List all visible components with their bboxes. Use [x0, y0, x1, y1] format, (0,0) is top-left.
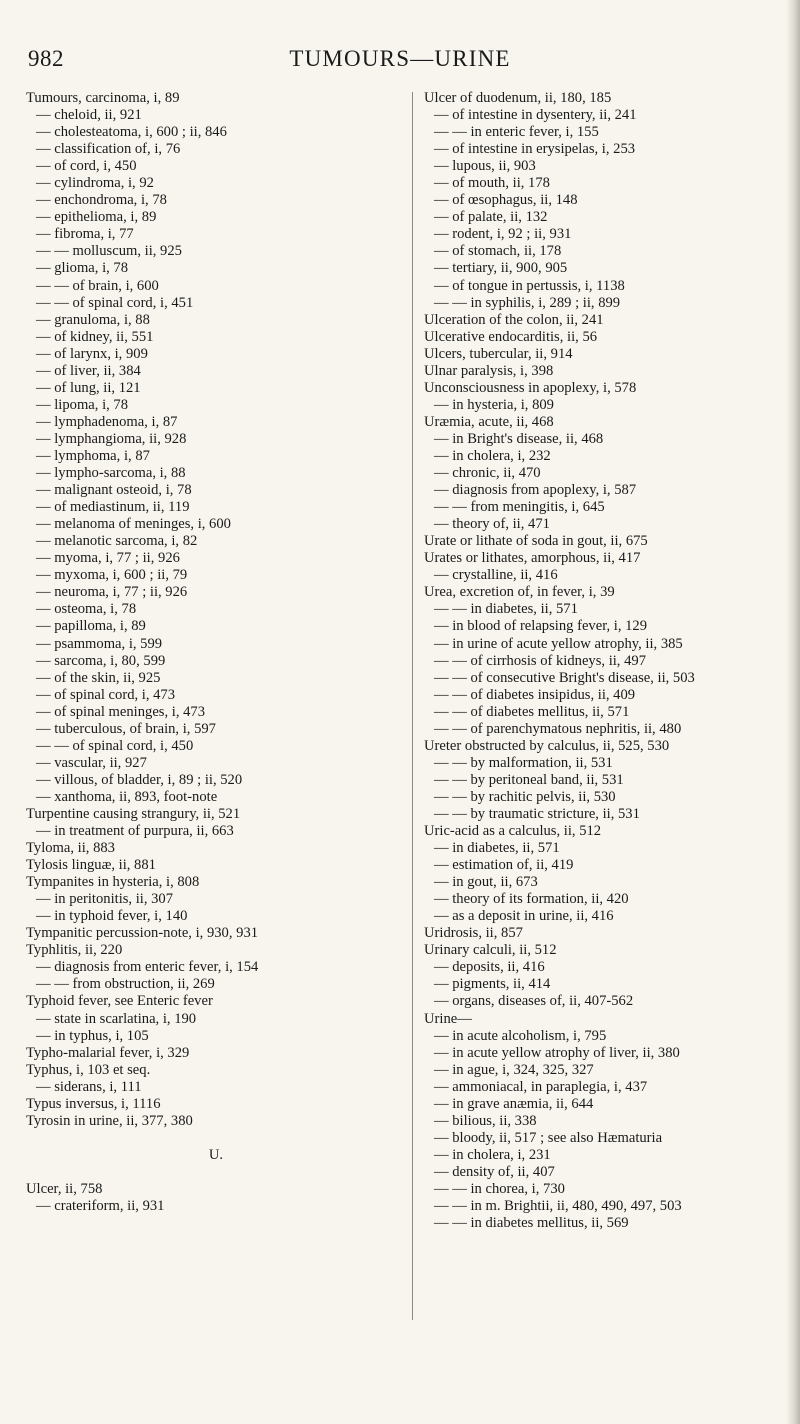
index-subentry: — lymphoma, i, 87 — [36, 447, 150, 464]
index-subentry: — as a deposit in urine, ii, 416 — [434, 908, 614, 925]
index-subentry: — of stomach, ii, 178 — [434, 243, 562, 260]
index-subentry: — in Bright's disease, ii, 468 — [434, 430, 604, 447]
index-subentry: — in blood of relapsing fever, i, 129 — [434, 618, 648, 635]
index-subentry: — in gout, ii, 673 — [434, 874, 538, 891]
index-subentry: — deposits, ii, 416 — [434, 959, 545, 976]
index-subsubentry: — — in chorea, i, 730 — [434, 1181, 565, 1197]
index-subentry: — granuloma, i, 88 — [36, 311, 150, 328]
index-subentry: — myoma, i, 77 ; ii, 926 — [36, 550, 180, 567]
index-subentry: — in acute yellow atrophy of liver, ii, 380 — [434, 1044, 680, 1061]
index-subentry: — of mediastinum, ii, 119 — [36, 499, 190, 516]
index-subsubentry: — — in diabetes mellitus, ii, 569 — [434, 1215, 629, 1232]
index-entry: Tympanitic percussion-note, i, 930, 931 — [26, 925, 259, 942]
index-subentry: — psammoma, i, 599 — [36, 635, 163, 652]
index-entry: Ulcer of duodenum, ii, 180, 185 — [424, 90, 612, 106]
blank-line — [26, 1130, 406, 1147]
index-subsubentry: — — of parenchymatous nephritis, ii, 480 — [434, 720, 682, 737]
index-subsubentry: — — of cirrhosis of kidneys, ii, 497 — [434, 652, 646, 669]
index-subentry: — tertiary, ii, 900, 905 — [434, 260, 568, 277]
index-entry: Urate or lithate of soda in gout, ii, 675 — [424, 533, 648, 550]
index-entry: Ureter obstructed by calculus, ii, 525, 530 — [424, 737, 670, 754]
index-entry: Ulcerative endocarditis, ii, 56 — [424, 328, 598, 345]
index-entry: Typhlitis, ii, 220 — [26, 942, 123, 959]
index-subsubentry: — — of diabetes insipidus, ii, 409 — [434, 686, 636, 703]
index-subentry: — of spinal meninges, i, 473 — [36, 703, 206, 720]
index-subentry: — in grave anæmia, ii, 644 — [434, 1095, 594, 1112]
index-subentry: — estimation of, ii, 419 — [434, 857, 574, 874]
index-subentry: — lymphadenoma, i, 87 — [36, 413, 178, 430]
index-subentry: — in urine of acute yellow atrophy, ii, 385 — [434, 635, 683, 652]
index-subentry: — lipoma, i, 78 — [36, 396, 129, 413]
index-entry: Ulcers, tubercular, ii, 914 — [424, 345, 573, 362]
index-subentry: — glioma, i, 78 — [36, 260, 129, 277]
index-subentry: — xanthoma, ii, 893, foot-note — [36, 788, 218, 805]
index-subentry: — diagnosis from enteric fever, i, 154 — [36, 959, 259, 976]
index-column-left — [26, 90, 406, 1215]
index-entry: Urea, excretion of, in fever, i, 39 — [424, 584, 615, 601]
index-entry: Uræmia, acute, ii, 468 — [424, 413, 554, 430]
index-subentry: — in diabetes, ii, 571 — [434, 840, 560, 857]
blank-line — [26, 1164, 406, 1181]
index-subentry: — in hysteria, i, 809 — [434, 396, 554, 413]
index-entry: Unconsciousness in apoplexy, i, 578 — [424, 379, 637, 396]
index-subsubentry: — — of brain, i, 600 — [36, 277, 159, 294]
index-subentry: — classification of, i, 76 — [36, 141, 181, 158]
index-subsubentry: — — of diabetes mellitus, ii, 571 — [434, 703, 630, 720]
index-subentry: — in cholera, i, 232 — [434, 447, 551, 464]
index-subentry: — fibroma, i, 77 — [36, 226, 134, 243]
index-entry: Tympanites in hysteria, i, 808 — [26, 874, 200, 891]
index-subentry: — of tongue in pertussis, i, 1138 — [434, 277, 625, 294]
index-subsubentry: — — in m. Brightii, ii, 480, 490, 497, 503 — [434, 1198, 682, 1215]
index-entry: Typus inversus, i, 1116 — [26, 1095, 161, 1112]
index-subsubentry: — — by peritoneal band, ii, 531 — [434, 771, 624, 788]
index-subentry: — enchondroma, i, 78 — [36, 192, 167, 209]
index-subentry: — lymphangioma, ii, 928 — [36, 430, 187, 447]
index-subentry: — of intestine in erysipelas, i, 253 — [434, 141, 636, 158]
running-head: TUMOURS—URINE — [289, 46, 511, 71]
index-entry: Tylosis linguæ, ii, 881 — [26, 857, 156, 874]
index-subentry: — siderans, i, 111 — [36, 1078, 142, 1095]
section-letter-heading: U. — [208, 1146, 224, 1163]
index-subentry: — in cholera, i, 231 — [434, 1146, 551, 1163]
index-subentry: — in peritonitis, ii, 307 — [36, 891, 174, 908]
index-subentry: — bilious, ii, 338 — [434, 1112, 537, 1129]
index-subentry: — diagnosis from apoplexy, i, 587 — [434, 482, 637, 499]
index-subsubentry: — — of consecutive Bright's disease, ii, 503 — [434, 669, 695, 686]
page-number: 982 — [28, 46, 64, 71]
index-entry: Tyrosin in urine, ii, 377, 380 — [26, 1112, 193, 1129]
index-subentry: — chronic, ii, 470 — [434, 465, 541, 482]
index-subentry: — of kidney, ii, 551 — [36, 328, 154, 345]
index-subentry: — crateriform, ii, 931 — [36, 1198, 165, 1215]
index-subentry: — in typhus, i, 105 — [36, 1027, 149, 1044]
index-subentry: — of liver, ii, 384 — [36, 362, 141, 379]
index-subentry: — malignant osteoid, i, 78 — [36, 482, 192, 499]
index-subentry: — in ague, i, 324, 325, 327 — [434, 1061, 594, 1078]
index-subentry: — of palate, ii, 132 — [434, 209, 548, 226]
index-subentry: — pigments, ii, 414 — [434, 976, 551, 993]
index-subentry: — neuroma, i, 77 ; ii, 926 — [36, 584, 188, 601]
index-subentry: — of the skin, ii, 925 — [36, 669, 161, 686]
index-subsubentry: — — from obstruction, ii, 269 — [36, 976, 215, 993]
index-subentry: — osteoma, i, 78 — [36, 601, 137, 618]
index-subentry: — in treatment of purpura, ii, 663 — [36, 823, 234, 840]
column-divider — [412, 92, 413, 1320]
index-subentry: — papilloma, i, 89 — [36, 618, 146, 635]
index-subentry: — bloody, ii, 517 ; see also Hæmaturia — [434, 1129, 663, 1146]
index-subentry: — theory of its formation, ii, 420 — [434, 891, 629, 908]
index-subentry: — villous, of bladder, i, 89 ; ii, 520 — [36, 771, 243, 788]
index-subentry: — of cord, i, 450 — [36, 158, 137, 175]
index-subentry: — lupous, ii, 903 — [434, 158, 536, 175]
index-subentry: — cholesteatoma, i, 600 ; ii, 846 — [36, 124, 227, 141]
index-subsubentry: — — by traumatic stricture, ii, 531 — [434, 805, 640, 822]
index-subentry: — of spinal cord, i, 473 — [36, 686, 176, 703]
index-entry: Turpentine causing strangury, ii, 521 — [26, 805, 241, 822]
index-subsubentry: — — molluscum, ii, 925 — [36, 243, 182, 260]
index-subsubentry: — — by rachitic pelvis, ii, 530 — [434, 788, 616, 805]
index-column-right — [424, 90, 794, 1232]
index-subentry: — cheloid, ii, 921 — [36, 107, 142, 124]
index-subentry: — theory of, ii, 471 — [434, 516, 550, 533]
index-subentry: — density of, ii, 407 — [434, 1163, 555, 1180]
index-subsubentry: — — in enteric fever, i, 155 — [434, 124, 599, 141]
index-subsubentry: — — from meningitis, i, 645 — [434, 499, 605, 516]
index-entry: Typhoid fever, see Enteric fever — [26, 993, 213, 1010]
index-entry: Uric-acid as a calculus, ii, 512 — [424, 823, 602, 840]
index-subsubentry: — — of spinal cord, i, 450 — [36, 737, 194, 754]
index-subentry: — of œsophagus, ii, 148 — [434, 192, 578, 209]
index-entry: Ulcer, ii, 758 — [26, 1181, 103, 1197]
index-subsubentry: — — in diabetes, ii, 571 — [434, 601, 578, 618]
index-subentry: — of mouth, ii, 178 — [434, 175, 550, 192]
index-entry: Tumours, carcinoma, i, 89 — [26, 90, 180, 106]
index-subsubentry: — — by malformation, ii, 531 — [434, 754, 613, 771]
index-entry: Urates or lithates, amorphous, ii, 417 — [424, 550, 641, 567]
index-subentry: — of larynx, i, 909 — [36, 345, 148, 362]
index-entry: Urine— — [424, 1010, 472, 1027]
index-subentry: — epithelioma, i, 89 — [36, 209, 157, 226]
index-subentry: — vascular, ii, 927 — [36, 754, 147, 771]
index-subentry: — sarcoma, i, 80, 599 — [36, 652, 166, 669]
index-entry: Tyloma, ii, 883 — [26, 840, 115, 857]
index-subentry: — crystalline, ii, 416 — [434, 567, 558, 584]
index-subentry: — cylindroma, i, 92 — [36, 175, 154, 192]
index-subentry: — lympho-sarcoma, i, 88 — [36, 465, 186, 482]
index-subentry: — rodent, i, 92 ; ii, 931 — [434, 226, 572, 243]
index-subentry: — of lung, ii, 121 — [36, 379, 141, 396]
index-entry: Urinary calculi, ii, 512 — [424, 942, 557, 959]
index-subsubentry: — — in syphilis, i, 289 ; ii, 899 — [434, 294, 621, 311]
index-subentry: — organs, diseases of, ii, 407-562 — [434, 993, 634, 1010]
index-subentry: — in typhoid fever, i, 140 — [36, 908, 188, 925]
index-subentry: — ammoniacal, in paraplegia, i, 437 — [434, 1078, 648, 1095]
index-entry: Typhus, i, 103 et seq. — [26, 1061, 151, 1078]
index-subentry: — of intestine in dysentery, ii, 241 — [434, 107, 637, 124]
index-subentry: — in acute alcoholism, i, 795 — [434, 1027, 607, 1044]
index-subentry: — myxoma, i, 600 ; ii, 79 — [36, 567, 188, 584]
index-subentry: — melanoma of meninges, i, 600 — [36, 516, 231, 533]
index-entry: Ulnar paralysis, i, 398 — [424, 362, 554, 379]
index-entry: Ulceration of the colon, ii, 241 — [424, 311, 604, 328]
index-subsubentry: — — of spinal cord, i, 451 — [36, 294, 194, 311]
index-entry: Uridrosis, ii, 857 — [424, 925, 523, 942]
index-subentry: — melanotic sarcoma, i, 82 — [36, 533, 198, 550]
index-subentry: — state in scarlatina, i, 190 — [36, 1010, 197, 1027]
index-subentry: — tuberculous, of brain, i, 597 — [36, 720, 216, 737]
index-entry: Typho-malarial fever, i, 329 — [26, 1044, 190, 1061]
